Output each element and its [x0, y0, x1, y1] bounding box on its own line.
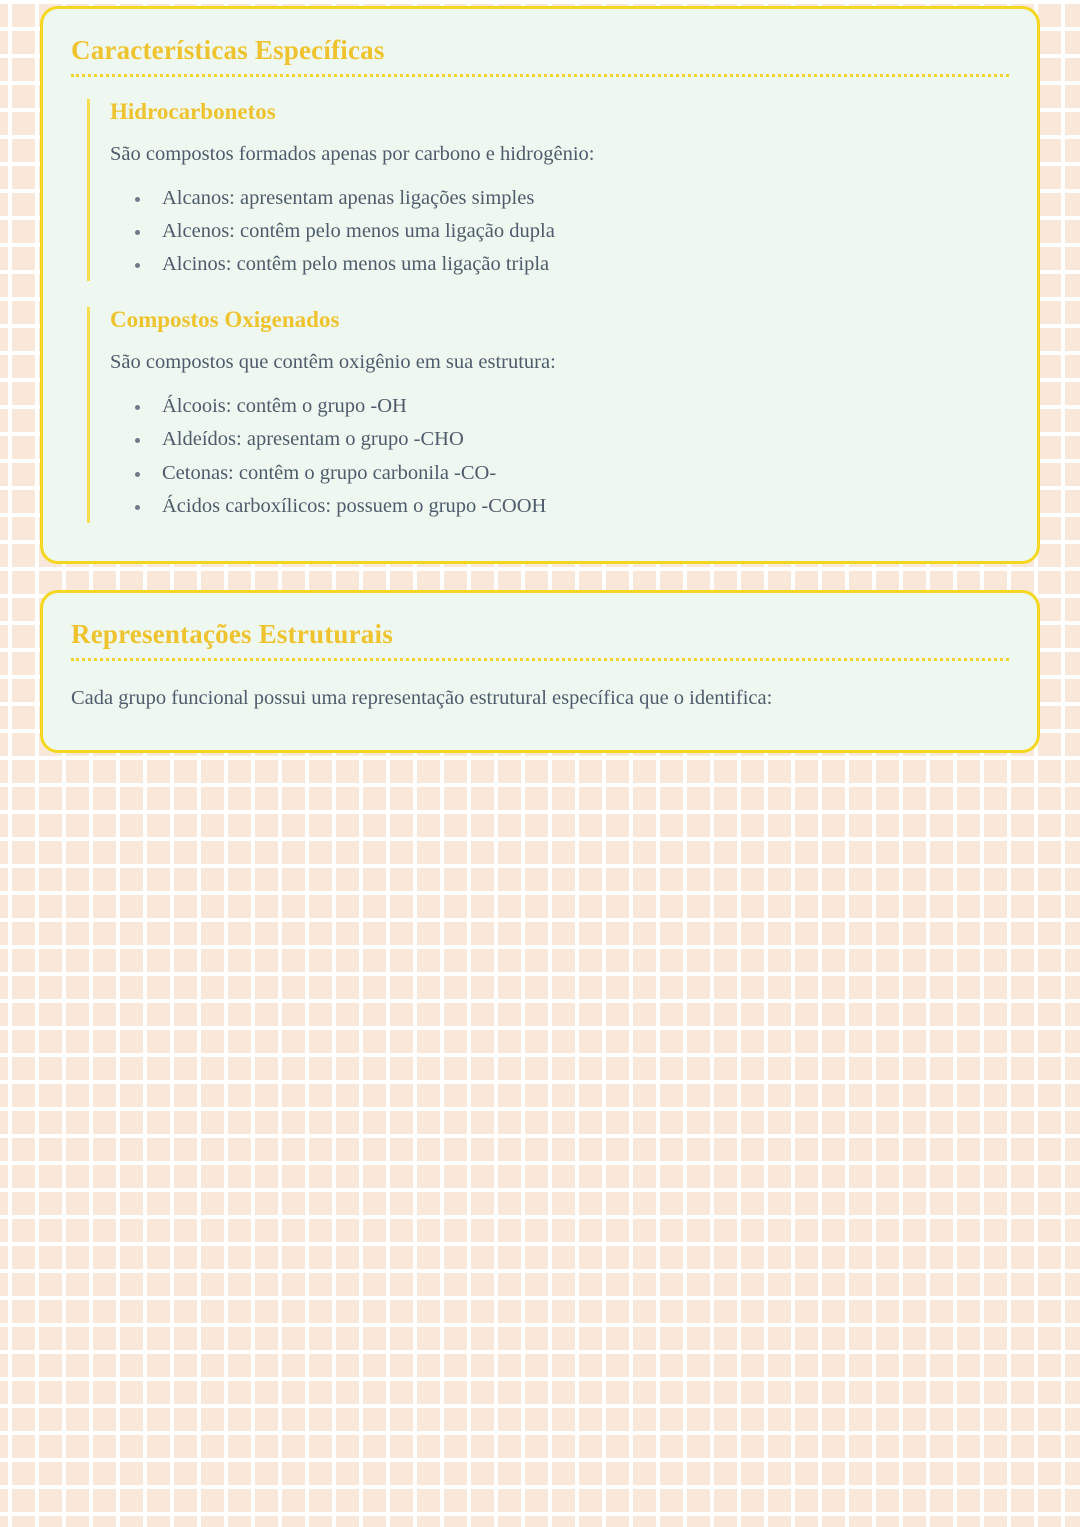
subsection-hidrocarbonetos: [87, 99, 1009, 281]
notes-page: [0, 0, 1080, 753]
card-title: Representações Estruturais: [71, 618, 393, 649]
list-item: • Alcanos: apresentam apenas ligações simples: [152, 182, 1009, 215]
bullet-list: [132, 390, 1009, 523]
section-intro: São compostos que contêm oxigênio em sua estrutura:: [110, 351, 556, 374]
subsection-title: Compostos Oxigenados: [110, 307, 340, 333]
dotted-divider: [71, 658, 1009, 661]
card-title: Características Específicas: [71, 35, 385, 65]
list-item: • Ácidos carboxílicos: possuem o grupo -COOH: [152, 490, 1009, 523]
card-intro: Cada grupo funcional possui uma representação estrutural específica que o identifica:: [71, 686, 773, 709]
list-item: • Aldeídos: apresentam o grupo -CHO: [152, 423, 1009, 456]
dotted-divider: [71, 74, 1009, 77]
card-caracteristicas-especificas: [40, 6, 1040, 564]
subsection-compostos-oxigenados: [87, 307, 1009, 523]
list-item: • Alcinos: contêm pelo menos uma ligação tripla: [152, 248, 1009, 281]
card-representacoes-estruturais: [40, 590, 1040, 753]
bullet-list: [132, 182, 1009, 282]
section-intro: São compostos formados apenas por carbono e hidrogênio:: [110, 143, 595, 165]
subsection-title: Hidrocarbonetos: [110, 99, 276, 124]
list-item: • Alcenos: contêm pelo menos uma ligação dupla: [152, 215, 1009, 248]
list-item: • Álcoois: contêm o grupo -OH: [152, 390, 1009, 423]
list-item: • Cetonas: contêm o grupo carbonila -CO-: [152, 457, 1009, 490]
